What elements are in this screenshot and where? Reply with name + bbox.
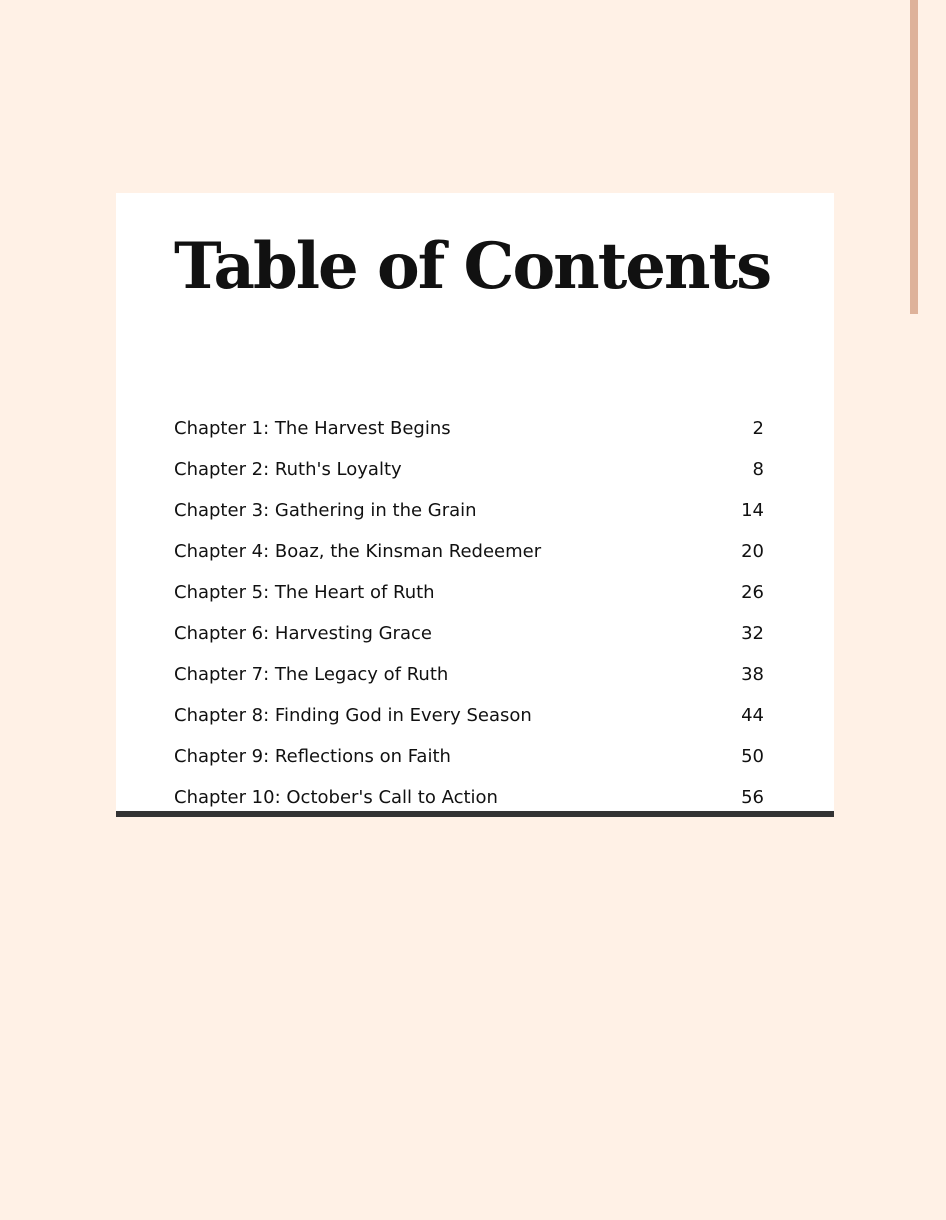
toc-entry-label: Chapter 5: The Heart of Ruth	[174, 582, 435, 603]
toc-list	[174, 408, 764, 818]
scrollbar-thumb[interactable]	[910, 0, 918, 314]
toc-entry-2[interactable]	[174, 449, 764, 490]
toc-entry-page-number: 20	[741, 541, 764, 562]
toc-entry-page-number: 38	[741, 664, 764, 685]
toc-entry-8[interactable]	[174, 695, 764, 736]
toc-entry-page-number: 8	[752, 459, 764, 480]
toc-entry-4[interactable]	[174, 531, 764, 572]
toc-entry-page-number: 32	[741, 623, 764, 644]
toc-entry-10[interactable]	[174, 777, 764, 818]
toc-entry-1[interactable]	[174, 408, 764, 449]
toc-entry-label: Chapter 7: The Legacy of Ruth	[174, 664, 449, 685]
toc-entry-page-number: 56	[741, 787, 764, 808]
toc-entry-label: Chapter 9: Reflections on Faith	[174, 746, 451, 767]
toc-entry-9[interactable]	[174, 736, 764, 777]
toc-entry-label: Chapter 1: The Harvest Begins	[174, 418, 451, 439]
toc-entry-page-number: 44	[741, 705, 764, 726]
toc-entry-label: Chapter 3: Gathering in the Grain	[174, 500, 477, 521]
toc-entry-label: Chapter 2: Ruth's Loyalty	[174, 459, 402, 480]
toc-entry-label: Chapter 4: Boaz, the Kinsman Redeemer	[174, 541, 542, 562]
page-title: Table of Contents	[174, 229, 771, 304]
toc-entry-label: Chapter 6: Harvesting Grace	[174, 623, 432, 644]
toc-entry-page-number: 2	[752, 418, 764, 439]
toc-card	[116, 193, 834, 811]
toc-entry-page-number: 14	[741, 500, 764, 521]
toc-entry-5[interactable]	[174, 572, 764, 613]
toc-entry-6[interactable]	[174, 613, 764, 654]
toc-entry-3[interactable]	[174, 490, 764, 531]
toc-entry-page-number: 50	[741, 746, 764, 767]
toc-entry-7[interactable]	[174, 654, 764, 695]
toc-entry-label: Chapter 8: Finding God in Every Season	[174, 705, 532, 726]
toc-entry-page-number: 26	[741, 582, 764, 603]
toc-entry-label: Chapter 10: October's Call to Action	[174, 787, 498, 808]
